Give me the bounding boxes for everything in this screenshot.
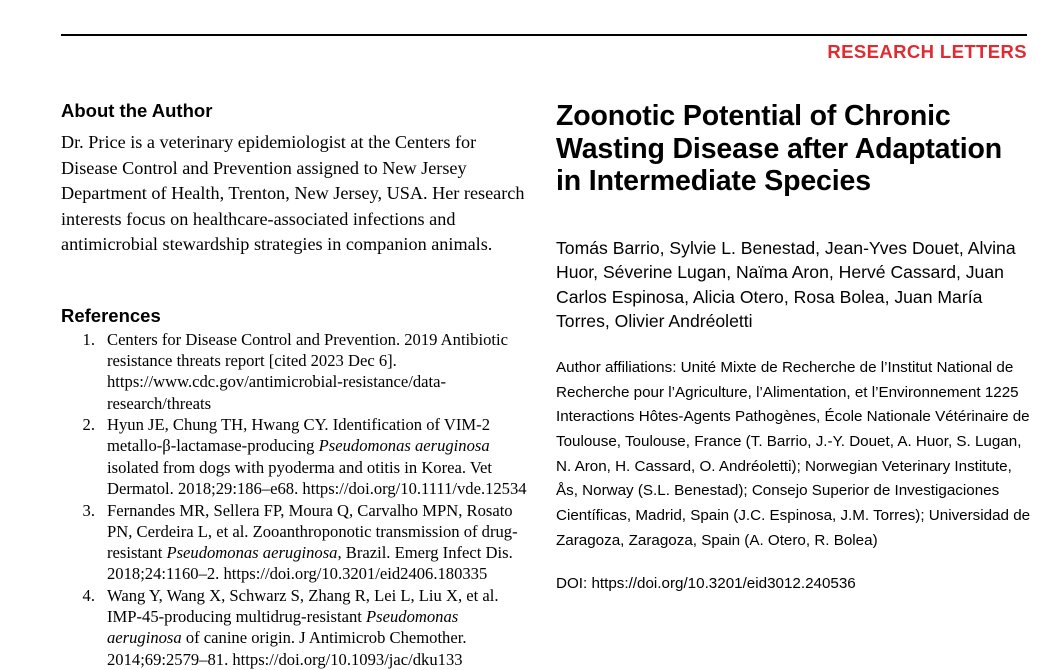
article-authors: Tomás Barrio, Sylvie L. Benestad, Jean-Yves Douet, Alvina Huor, Séverine Lugan, Naïma Aron, Hervé Cassard, Juan Carlos Espinosa, Alicia Otero, Rosa Bolea, Juan María Torres, Olivier Andréoletti: [556, 237, 1016, 332]
references-heading: References: [61, 304, 161, 326]
reference-species-name: Pseudomonas aeruginosa: [166, 543, 338, 562]
reference-item: [61, 329, 531, 414]
reference-species-name: Pseudomonas aeruginosa: [107, 607, 459, 648]
reference-text: of canine origin. J Antimicrob Chemother. 2014;69:2579–81. https://doi.org/10.1093/jac/dku133: [107, 628, 467, 669]
running-head-rule: [61, 34, 1027, 36]
reference-item: [61, 500, 531, 585]
right-column: [556, 100, 1031, 595]
article-doi[interactable]: DOI: https://doi.org/10.3201/eid3012.240536: [556, 574, 856, 592]
reference-text: Centers for Disease Control and Prevention. 2019 Antibiotic resistance threats report [cited 2023 Dec 6]. https://www.cdc.gov/antimicrobial-resistance/data-research/threats: [107, 329, 508, 413]
running-head-label: RESEARCH LETTERS: [827, 41, 1027, 62]
reference-text: , Brazil. Emerg Infect Dis. 2018;24:1160–2. https://doi.org/10.3201/eid2406.180335: [107, 543, 513, 584]
article-title: Zoonotic Potential of Chronic Wasting Disease after Adaptation in Intermediate Species: [556, 100, 1003, 197]
reference-text: Fernandes MR, Sellera FP, Moura Q, Carvalho MPN, Rosato PN, Cerdeira L, et al. Zooanthroponotic transmission of drug-resistant: [107, 500, 518, 562]
reference-item: [61, 585, 531, 670]
reference-species-name: Pseudomonas aeruginosa: [318, 436, 490, 456]
reference-item: [61, 414, 531, 499]
reference-text: Wang Y, Wang X, Schwarz S, Zhang R, Lei L, Liu X, et al. IMP-45-producing multidrug-resistant: [107, 585, 499, 627]
about-the-author-heading: About the Author: [61, 100, 213, 121]
reference-text: isolated from dogs with pyoderma and otitis in Korea. Vet Dermatol. 2018;29:186–e68. https://doi.org/10.1111/vde.12534: [107, 457, 527, 498]
left-column: [61, 100, 531, 670]
about-the-author-body: Dr. Price is a veterinary epidemiologist at the Centers for Disease Control and Prevention assigned to New Jersey Department of Health, Trenton, New Jersey, USA. Her research interests focus on healthcare-associated infections and antimicrobial stewardship strategies in companion animals.: [61, 132, 525, 255]
reference-list: [61, 329, 531, 670]
reference-text: Hyun JE, Chung TH, Hwang CY. Identification of VIM-2 metallo-β-lactamase-producing: [107, 415, 491, 456]
article-affiliations: Author affiliations: Unité Mixte de Recherche de l’Institut National de Recherche pour l’Agriculture, l’Alimentation, et l’Environnement 1225 Interactions Hôtes-Agents Pathogènes, École Nationale Vétérinaire de Toulouse, Toulouse, France (T. Barrio, J.-Y. Douet, A. Huor, S. Lugan, N. Aron, H. Cassard, O. Andréoletti); Norwegian Veterinary Institute, Ås, Norway (S.L. Benestad); Consejo Superior de Investigaciones Científicas, Madrid, Spain (J.C. Espinosa, J.M. Torres); Universidad de Zaragoza, Zaragoza, Spain (A. Otero, R. Bolea): [556, 358, 1031, 549]
